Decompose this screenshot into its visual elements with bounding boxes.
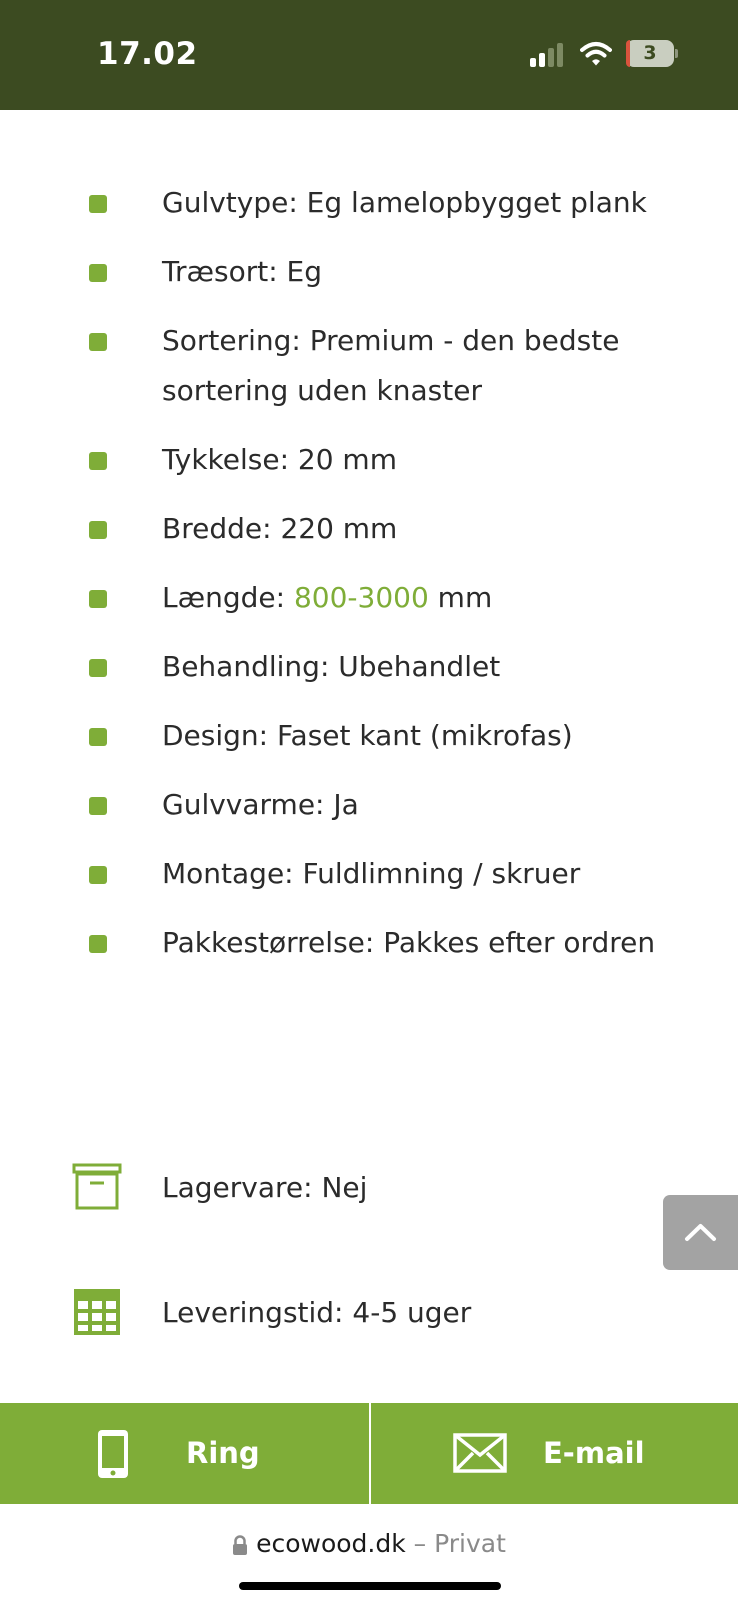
bullet-icon	[89, 452, 107, 470]
chevron-up-icon	[663, 1195, 738, 1270]
spec-label: Design: Faset kant (mikrofas)	[162, 719, 573, 752]
spec-item-pakkestorrelse	[0, 918, 738, 968]
spec-item-sortering	[0, 316, 738, 416]
bullet-icon	[89, 728, 107, 746]
bullet-icon	[89, 521, 107, 539]
status-bar	[0, 0, 738, 110]
archive-box-icon	[72, 1162, 122, 1212]
domain-text: ecowood.dk	[256, 1529, 406, 1558]
phone-icon	[95, 1428, 131, 1480]
spec-item-gulvvarme	[0, 780, 738, 830]
browser-address-bar[interactable]	[0, 1504, 738, 1600]
spec-label: Behandling: Ubehandlet	[162, 650, 501, 683]
battery-icon	[626, 40, 674, 67]
call-button[interactable]	[0, 1403, 369, 1504]
status-time: 17.02	[97, 36, 198, 72]
address-separator: –	[405, 1529, 435, 1558]
browsing-mode-text: Privat	[434, 1529, 506, 1558]
spec-label: Sortering: Premium - den bedste sortering uden knaster	[162, 324, 620, 407]
home-indicator	[239, 1582, 501, 1590]
spec-list	[0, 178, 738, 987]
wifi-icon	[580, 41, 612, 67]
spec-item-gulvtype	[0, 178, 738, 228]
bullet-icon	[89, 866, 107, 884]
scroll-to-top-button[interactable]	[663, 1195, 738, 1270]
spec-label: Montage: Fuldlimning / skruer	[162, 857, 581, 890]
length-range-value: 800-3000	[293, 581, 429, 614]
bullet-icon	[89, 935, 107, 953]
email-label: E-mail	[543, 1436, 645, 1470]
spec-label: Tykkelse: 20 mm	[162, 443, 397, 476]
delivery-info	[0, 1283, 738, 1343]
bullet-icon	[89, 659, 107, 677]
spec-label: Pakkestørrelse: Pakkes efter ordren	[162, 926, 656, 959]
spec-label: Gulvtype: Eg lamelopbygget plank	[162, 186, 647, 219]
spec-label: Gulvvarme: Ja	[162, 788, 359, 821]
delivery-label: Leveringstid: 4-5 uger	[162, 1296, 472, 1329]
spec-item-tykkelse	[0, 435, 738, 485]
spec-item-behandling	[0, 642, 738, 692]
lock-icon	[232, 1535, 248, 1555]
bullet-icon	[89, 333, 107, 351]
stock-label: Lagervare: Nej	[162, 1171, 368, 1204]
email-button[interactable]	[369, 1403, 738, 1504]
calendar-grid-icon	[72, 1287, 122, 1337]
battery-nub	[675, 49, 678, 58]
bullet-icon	[89, 797, 107, 815]
bullet-icon	[89, 195, 107, 213]
contact-action-bar	[0, 1403, 738, 1504]
spec-item-design	[0, 711, 738, 761]
envelope-icon	[453, 1433, 507, 1473]
spec-label: Træsort: Eg	[162, 255, 323, 288]
spec-label: Bredde: 220 mm	[162, 512, 398, 545]
bullet-icon	[89, 264, 107, 282]
spec-item-montage	[0, 849, 738, 899]
address-line	[0, 1526, 738, 1562]
spec-item-laengde	[0, 573, 738, 623]
call-label: Ring	[186, 1436, 260, 1470]
cellular-signal-icon	[530, 41, 566, 67]
spec-item-traesort	[0, 247, 738, 297]
spec-label-prefix: Længde:	[162, 581, 294, 614]
battery-level: 3	[643, 42, 657, 64]
stock-info	[0, 1158, 738, 1218]
bullet-icon	[89, 590, 107, 608]
spec-label-suffix: mm	[428, 581, 493, 614]
spec-item-bredde	[0, 504, 738, 554]
